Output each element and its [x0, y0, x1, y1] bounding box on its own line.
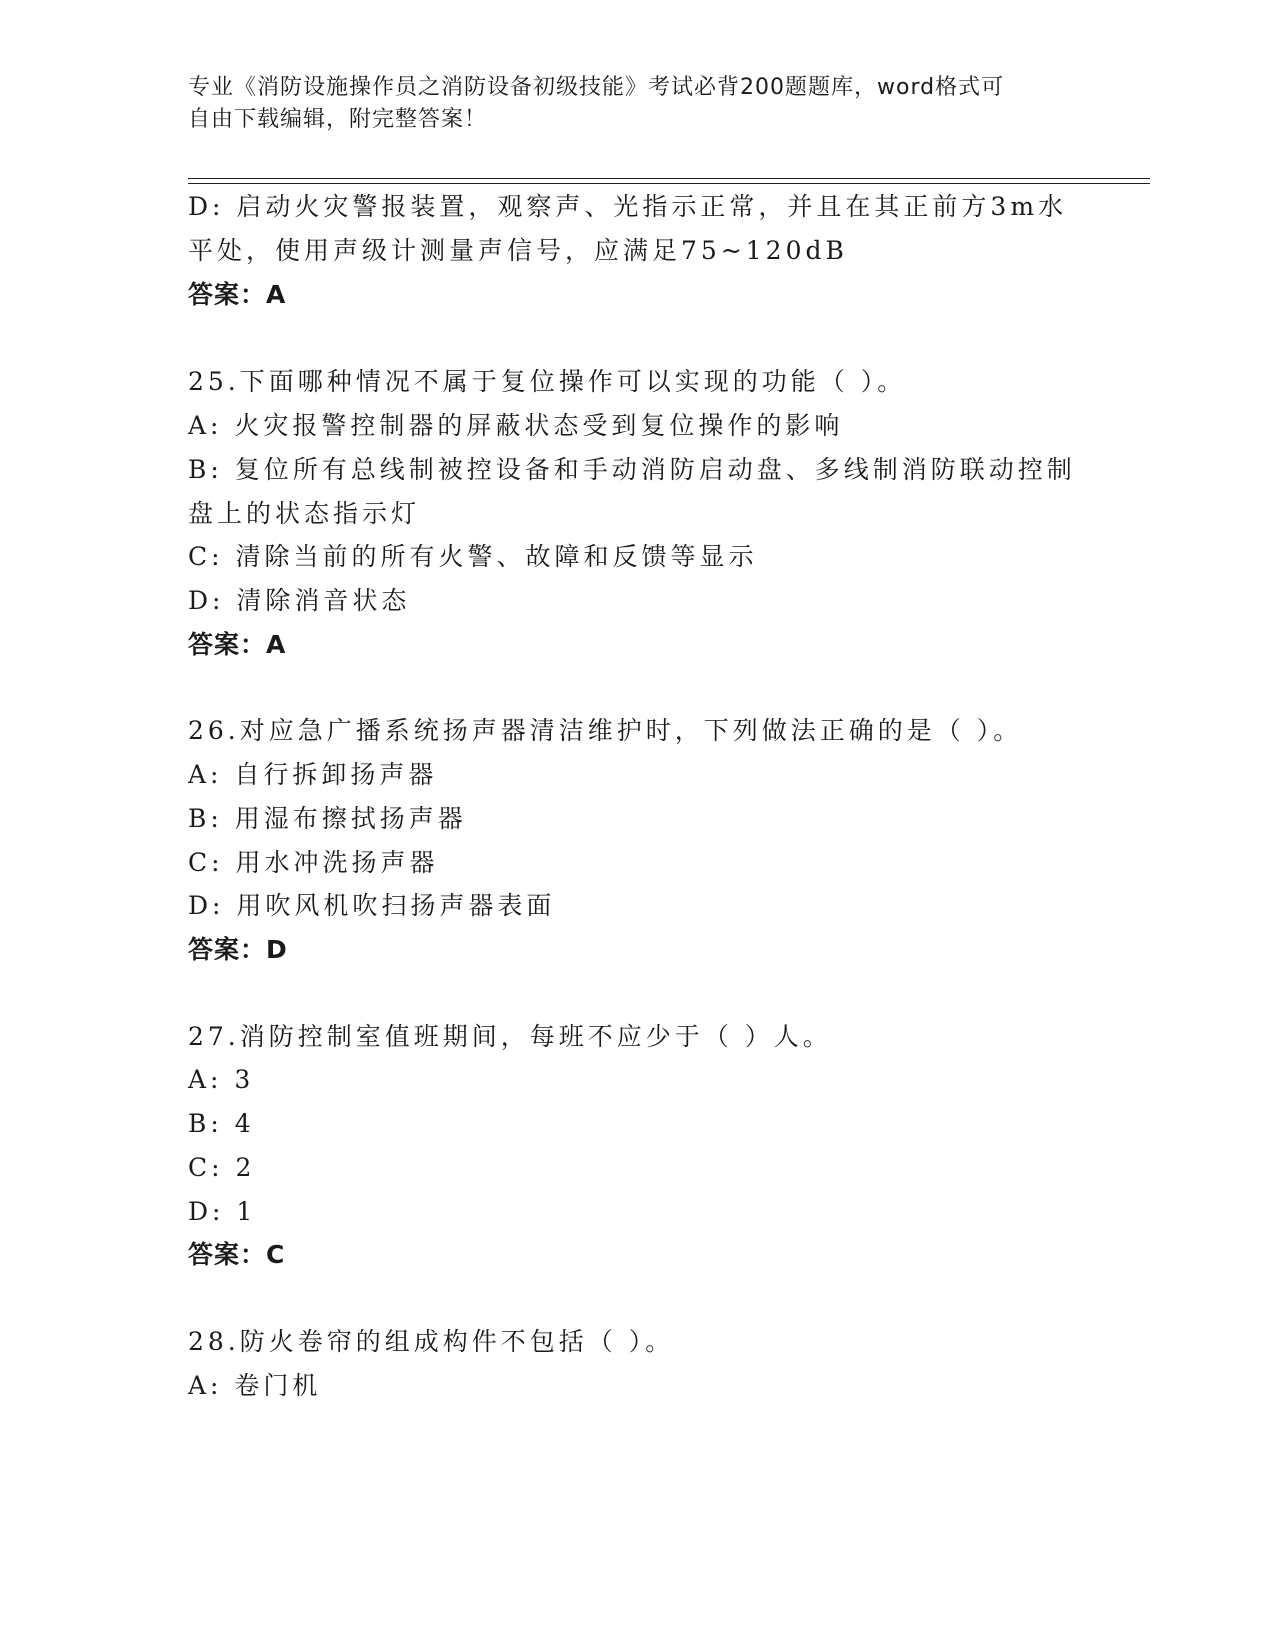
q26-answer: 答案：D	[188, 935, 288, 964]
q25-option-d: D: 清除消音状态	[188, 586, 411, 615]
q25-option-a: A: 火灾报警控制器的屏蔽状态受到复位操作的影响	[188, 411, 844, 440]
q26-option-a: A: 自行拆卸扬声器	[188, 760, 438, 789]
document-header	[188, 72, 1068, 136]
q25-option-b-line2: 盘上的状态指示灯	[188, 499, 421, 528]
q27-answer: 答案：C	[188, 1240, 286, 1269]
q28-option-a: A: 卷门机	[188, 1371, 322, 1400]
q26-question: 26.对应急广播系统扬声器清洁维护时，下列做法正确的是（ ）。	[188, 716, 1023, 745]
q25-option-b-line1: B: 复位所有总线制被控设备和手动消防启动盘、多线制消防联动控制	[188, 455, 1076, 484]
header-line-1: 专业《消防设施操作员之消防设备初级技能》考试必背200题题库，word格式可	[188, 75, 1005, 100]
header-divider-top	[188, 178, 1150, 179]
q24-option-d-line1: D: 启动火灾警报装置，观察声、光指示正常，并且在其正前方3m水	[188, 192, 1068, 221]
q24-answer: 答案：A	[188, 280, 287, 309]
q27-option-d: D: 1	[188, 1197, 257, 1226]
q26-option-b: B: 用湿布擦拭扬声器	[188, 804, 467, 833]
header-line-2: 自由下载编辑，附完整答案！	[188, 107, 488, 132]
q27-option-b: B: 4	[188, 1109, 255, 1138]
q26-option-d: D: 用吹风机吹扫扬声器表面	[188, 891, 556, 920]
q24-option-d-line2: 平处，使用声级计测量声信号，应满足75~120dB	[188, 236, 848, 265]
q26-option-c: C: 用水冲洗扬声器	[188, 848, 439, 877]
q25-answer: 答案：A	[188, 630, 287, 659]
header-divider-bottom	[188, 183, 1150, 184]
q27-option-a: A: 3	[188, 1065, 255, 1094]
q28-question: 28.防火卷帘的组成构件不包括（ ）。	[188, 1327, 675, 1356]
q27-option-c: C: 2	[188, 1153, 256, 1182]
q25-question: 25.下面哪种情况不属于复位操作可以实现的功能（ ）。	[188, 367, 907, 396]
q27-question: 27.消防控制室值班期间，每班不应少于（ ）人。	[188, 1022, 832, 1051]
q25-option-c: C: 清除当前的所有火警、故障和反馈等显示	[188, 542, 758, 571]
